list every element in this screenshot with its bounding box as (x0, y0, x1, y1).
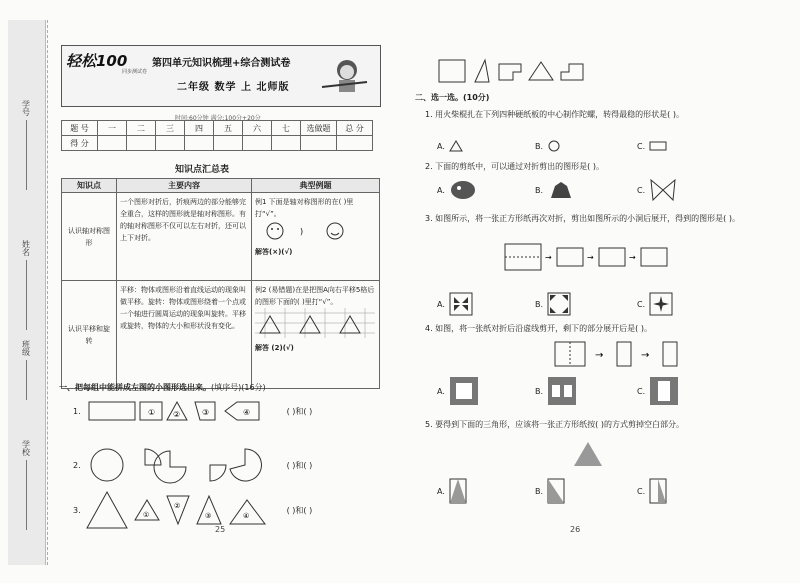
option-label: C. (637, 299, 646, 309)
score-cell: 题 号 (62, 121, 98, 136)
kp-name: 认识平移和旋转 (62, 281, 117, 389)
option-label: C. (637, 185, 646, 195)
puzzle-shapes (85, 400, 275, 422)
question-2-4: 4. 如图，将一张纸对折后沿虚线剪开，剩下的部分展开后是( )。 (425, 324, 652, 333)
binding-field-school (16, 440, 36, 530)
question-2-2: 2. 下面的剪纸中，可以通过对折剪出的图形是( )。 (425, 162, 604, 171)
binding-label: 姓名 (21, 240, 31, 256)
option-label: B. (535, 386, 544, 396)
score-table (61, 120, 373, 151)
i-shape-icon (547, 376, 577, 406)
page-number: 26 (570, 525, 581, 534)
papercut-butterfly-icon (649, 178, 677, 202)
option-label: C. (637, 141, 646, 151)
puzzle-row-3 (73, 490, 312, 530)
kp-example-cell (252, 281, 380, 389)
section-1-title (59, 382, 266, 393)
score-cell: 七 (272, 121, 301, 136)
circle-icon (547, 140, 561, 152)
option-c[interactable] (637, 376, 679, 406)
corner-pattern-icon (547, 292, 571, 316)
shape-label: ④ (242, 408, 250, 417)
option-a[interactable] (437, 292, 473, 316)
left-page (55, 20, 390, 565)
option-label: A. (437, 486, 445, 496)
square-outline-icon (649, 376, 679, 406)
svg-text:→: → (595, 350, 604, 361)
exam-time-score: 时间:60分钟 满分:100分+20分 (175, 115, 261, 122)
leaf-pattern-icon (449, 292, 473, 316)
score-entry[interactable] (214, 136, 243, 151)
option-label: A. (437, 386, 445, 396)
rectangle-icon (649, 140, 667, 152)
option-b[interactable] (535, 140, 561, 152)
option-label: C. (637, 386, 646, 396)
brand-logo: 轻松100 (66, 52, 128, 70)
cut-line (47, 20, 48, 565)
binding-label: 学号 (21, 100, 31, 116)
puzzle-row-2 (73, 445, 312, 485)
option-a[interactable] (437, 376, 479, 406)
binding-field-name (16, 240, 36, 330)
option-label: B. (535, 185, 544, 195)
question-number: 3. (73, 505, 81, 515)
score-entry[interactable] (337, 136, 373, 151)
binding-label: 班级 (21, 340, 31, 356)
question-2-5: 5. 要得到下面的三角形，应该将一张正方形纸按( )的方式剪掉空白部分。 (425, 420, 684, 429)
shape-label: ③ (204, 512, 211, 520)
score-entry[interactable] (272, 136, 301, 151)
binding-field-class (16, 340, 36, 400)
triangle-icon (449, 140, 463, 152)
binding-field-student-id (16, 100, 36, 190)
exam-header (61, 45, 381, 107)
option-label: B. (535, 299, 544, 309)
score-cell: 总 分 (337, 121, 373, 136)
option-c[interactable] (637, 178, 677, 202)
papercut-dog-icon (547, 178, 575, 202)
kp-name: 认识轴对称图形 (62, 193, 117, 281)
exam-subtitle: 二年级 数学 上 北师版 (177, 82, 290, 93)
option-b[interactable] (535, 376, 577, 406)
section-1-note: (填序号)(16分) (211, 383, 266, 392)
kp-header: 典型例题 (252, 179, 380, 193)
kp-header: 主要内容 (117, 179, 252, 193)
option-label: A. (437, 299, 445, 309)
folded-paper-a-icon (449, 478, 469, 504)
svg-text:→: → (587, 253, 594, 262)
option-label: B. (535, 141, 544, 151)
page-number: 25 (215, 525, 226, 534)
svg-text:→: → (641, 350, 650, 361)
score-cell: 四 (185, 121, 214, 136)
puzzle-row-4 (429, 58, 605, 84)
kp-content: 平移：物体或图形沿着直线运动的现象叫做平移。旋转：物体或图形绕着一个点或一个轴进行圆周运动的现象叫旋转。平移或旋转，物体的大小和形状没有变化。 (117, 281, 252, 389)
option-label: C. (637, 486, 646, 496)
cut-paper-steps (555, 340, 685, 370)
score-entry[interactable] (127, 136, 156, 151)
nested-square-icon (449, 376, 479, 406)
target-triangle-icon (573, 440, 603, 468)
question-number: 1. (73, 406, 81, 416)
score-cell: 得 分 (62, 136, 98, 151)
score-entry[interactable] (185, 136, 214, 151)
shape-label: ① (147, 408, 155, 417)
shape-label: ③ (201, 408, 209, 417)
svg-text:): ) (300, 227, 304, 236)
svg-text:→: → (545, 253, 552, 262)
section-2-title: 二、选一选。(10分) (415, 93, 490, 102)
kp-content: 一个图形对折后，折痕两边的部分能够完全重合，这样的图形就是轴对称图形。有的轴对称图形不仅可以左右对折，还可以上下对折。 (117, 193, 252, 281)
option-b[interactable] (535, 478, 567, 504)
option-a[interactable] (437, 140, 463, 152)
question-2-3: 3. 如图所示，将一张正方形纸再次对折，剪出如图所示的小洞后展开，得到的图形是( )。 (425, 214, 740, 223)
square-puzzle-shapes (433, 58, 593, 84)
option-label: A. (437, 185, 445, 195)
option-a[interactable] (437, 478, 469, 504)
question-number: 2. (73, 460, 81, 470)
option-b[interactable] (535, 292, 571, 316)
star-pattern-icon (649, 292, 673, 316)
puzzle-row-1 (73, 400, 312, 422)
score-cell: 二 (127, 121, 156, 136)
score-cell: 六 (243, 121, 272, 136)
grid-figures-icon (255, 308, 375, 338)
option-c[interactable] (637, 140, 667, 152)
triangle-puzzle-shapes (85, 490, 275, 530)
score-cell: 选做题 (301, 121, 337, 136)
answer-blank[interactable]: ( )和( ) (286, 406, 313, 416)
right-page (415, 20, 780, 565)
option-c[interactable] (637, 478, 669, 504)
score-cell: 五 (214, 121, 243, 136)
folded-paper-c-icon (649, 478, 669, 504)
score-cell: 一 (98, 121, 127, 136)
score-cell: 三 (156, 121, 185, 136)
option-label: B. (535, 486, 544, 496)
exam-title: 第四单元知识梳理+综合测试卷 (152, 58, 291, 69)
score-entry[interactable] (243, 136, 272, 151)
kp-example-cell (252, 193, 380, 281)
score-entry[interactable] (156, 136, 185, 151)
option-c[interactable] (637, 292, 673, 316)
score-entry[interactable] (98, 136, 127, 151)
folded-paper-b-icon (547, 478, 567, 504)
binding-label: 学校 (21, 440, 31, 456)
circle-puzzle-shapes (85, 445, 275, 485)
shape-label: ④ (242, 512, 249, 520)
option-a[interactable] (437, 178, 477, 202)
shape-label: ② (173, 502, 180, 510)
section-1-label: 一、把每组中能拼成左图的小图形选出来。 (59, 383, 211, 392)
kp-example: 例1 下面是轴对称图形的在( )里打“√”。 (255, 198, 354, 218)
svg-text:→: → (629, 253, 636, 262)
kp-answer: 解答(×)(√) (255, 248, 293, 256)
answer-blank[interactable]: ( )和( ) (286, 460, 313, 470)
question-2-1: 1. 用火柴棍扎在下列四种硬纸板的中心制作陀螺，转得最稳的形状是( )。 (425, 110, 684, 119)
answer-blank[interactable]: ( )和( ) (286, 505, 313, 515)
paper-folding-steps (505, 242, 695, 272)
score-entry[interactable] (301, 136, 337, 151)
shape-label: ② (172, 410, 180, 419)
shape-label: ① (142, 511, 149, 519)
kp-header: 知识点 (62, 179, 117, 193)
kp-answer: 解答 (2)(√) (255, 344, 294, 352)
knowledge-table (61, 178, 380, 389)
knowledge-table-title: 知识点汇总表 (175, 165, 230, 175)
mascot-illustration (317, 52, 372, 102)
papercut-bird-icon (449, 178, 477, 202)
kp-example: 例2 (易错题)在是把图A向右平移5格后的图形下面的( )里打“√”。 (255, 286, 375, 306)
option-label: A. (437, 141, 445, 151)
example-figures-icon (255, 220, 365, 242)
brand-sub: 同步测试卷 (122, 69, 148, 75)
option-b[interactable] (535, 178, 575, 202)
